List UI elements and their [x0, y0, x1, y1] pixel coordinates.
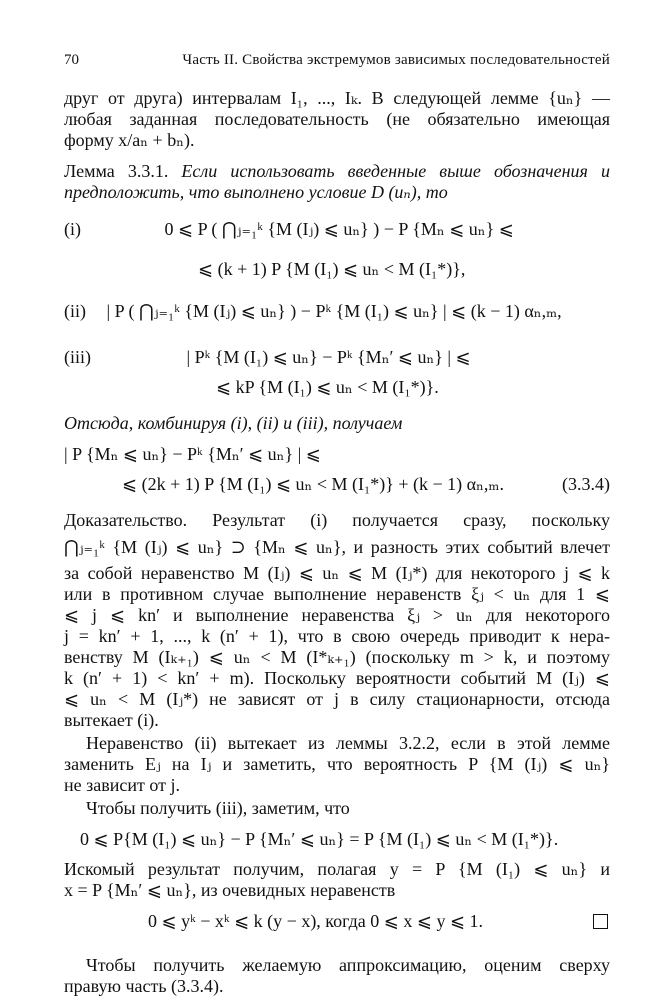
book-page [64, 52, 610, 997]
equation-iii-line1: | Pᵏ {M (I₁) ⩽ uₙ} − Pᵏ {Mₙ′ ⩽ uₙ} | ⩽ [186, 347, 471, 367]
equation-i-line2: ⩽ (k + 1) P {M (I₁) ⩽ uₙ < M (I₁*)}, [198, 259, 466, 279]
lemma-text: предположить, что выполнено условие D (uₙ), то [64, 182, 448, 202]
qed-square-icon [593, 914, 608, 929]
main-equation [64, 442, 610, 496]
text-line: вытекает (i). [64, 710, 159, 730]
text-line: Неравенство (ii) вытекает из леммы 3.2.2, если в этой лемме [86, 733, 610, 753]
text-line: Искомый результат получим, полагая y = P {M (I₁) ⩽ uₙ} и [64, 859, 610, 879]
main-eq-line2: ⩽ (2k + 1) P {M (I₁) ⩽ uₙ < M (I₁*)} + (k − 1) αₙ,ₘ. [122, 474, 504, 494]
lemma-equations [64, 217, 610, 399]
text-line: ⋂ⱼ₌₁ᵏ {M (Iⱼ) ⩽ uₙ} ⊃ {Mₙ ⩽ uₙ}, и разность этих событий влечет [64, 537, 610, 557]
text-line: x = P {Mₙ′ ⩽ uₙ}, из очевидных неравенств [64, 880, 396, 900]
text-line: заменить Eⱼ на Iⱼ и заметить, что вероятность P {M (Iⱼ) ⩽ uₙ} [64, 754, 610, 774]
intro-paragraph [64, 88, 610, 151]
text-line: за собой неравенство M (Iⱼ) ⩽ uₙ ⩽ M (Iⱼ*) для некоторого j ⩽ k [64, 563, 610, 583]
combine-text: Отсюда, комбинируя (i), (ii) и (iii), получаем [64, 413, 403, 433]
closing-paragraph [64, 955, 610, 997]
equation-ii: | P ( ⋂ⱼ₌₁ᵏ {M (Iⱼ) ⩽ uₙ} ) − Pᵏ {M (I₁) ⩽ uₙ} | ⩽ (k − 1) αₙ,ₘ, [106, 301, 562, 321]
text-line: j = kn′ + 1, ..., k (n′ + 1), что в свою очередь приводит к нера- [64, 626, 610, 646]
text-line: не зависит от j. [64, 775, 180, 795]
main-eq-line1: | P {Mₙ ⩽ uₙ} − Pᵏ {Mₙ′ ⩽ uₙ} | ⩽ [64, 444, 321, 464]
running-title: Часть II. Свойства экстремумов зависимых последовательностей [182, 52, 610, 68]
text-line: форму x/aₙ + bₙ). [64, 130, 195, 150]
text-line: венству M (Iₖ₊₁) ⩽ uₙ < M (I*ₖ₊₁) (поскольку m > k, и поэтому [64, 647, 610, 667]
proof-paragraph [64, 510, 610, 731]
text-line: ⩽ j ⩽ kn′ и выполнение неравенства ξⱼ > uₙ для некоторого [64, 605, 610, 625]
text-line: правую часть (3.3.4). [64, 976, 224, 996]
text-line: или в противном случае выполнение неравенств ξⱼ < uₙ для 1 ⩽ [64, 584, 610, 604]
equation-iii-line2: ⩽ kP {M (I₁) ⩽ uₙ < M (I₁*)}. [216, 377, 439, 397]
eq-label-ii: (ii) [64, 301, 86, 321]
paragraph-ii [64, 733, 610, 796]
final-inequality [64, 909, 610, 933]
equation-i-line1: 0 ⩽ P ( ⋂ⱼ₌₁ᵏ {M (Iⱼ) ⩽ uₙ} ) − P {Mₙ ⩽ uₙ} ⩽ [164, 219, 514, 239]
paragraph-result [64, 859, 610, 901]
eq-label-iii: (iii) [64, 347, 91, 367]
text-line: ⩽ uₙ < M (Iⱼ*) не зависят от j в силу стационарности, отсюда [64, 689, 610, 709]
text-line: любая заданная последовательность (не обязательно имеющая [64, 109, 610, 129]
lemma-text: Если использовать введенные выше обозначения и [181, 161, 610, 181]
text-line: Доказательство. Результат (i) получается сразу, поскольку [64, 510, 610, 530]
eq-label-i: (i) [64, 219, 81, 239]
text-line: k (n′ + 1) < kn′ + m). Поскольку вероятности событий M (Iⱼ) ⩽ [64, 668, 610, 688]
paragraph-iii: Чтобы получить (iii), заметим, что [86, 798, 350, 818]
lemma-label: Лемма 3.3.1. [64, 161, 169, 181]
final-inequality-text: 0 ⩽ yᵏ − xᵏ ⩽ k (y − x), когда 0 ⩽ x ⩽ y ⩽ 1. [148, 911, 484, 931]
lemma-statement [64, 161, 610, 203]
equation-tag: (3.3.4) [562, 474, 610, 494]
text-line: друг от друга) интервалам I₁, ..., Iₖ. В следующей лемме {uₙ} — [64, 88, 610, 108]
equation-iii-proof: 0 ⩽ P{M (I₁) ⩽ uₙ} − P {Mₙ′ ⩽ uₙ} = P {M (I₁) ⩽ uₙ < M (I₁*)}. [80, 829, 559, 849]
text-line: Чтобы получить желаемую аппроксимацию, оценим сверху [86, 955, 610, 975]
page-header [64, 52, 610, 74]
page-number: 70 [64, 52, 79, 68]
